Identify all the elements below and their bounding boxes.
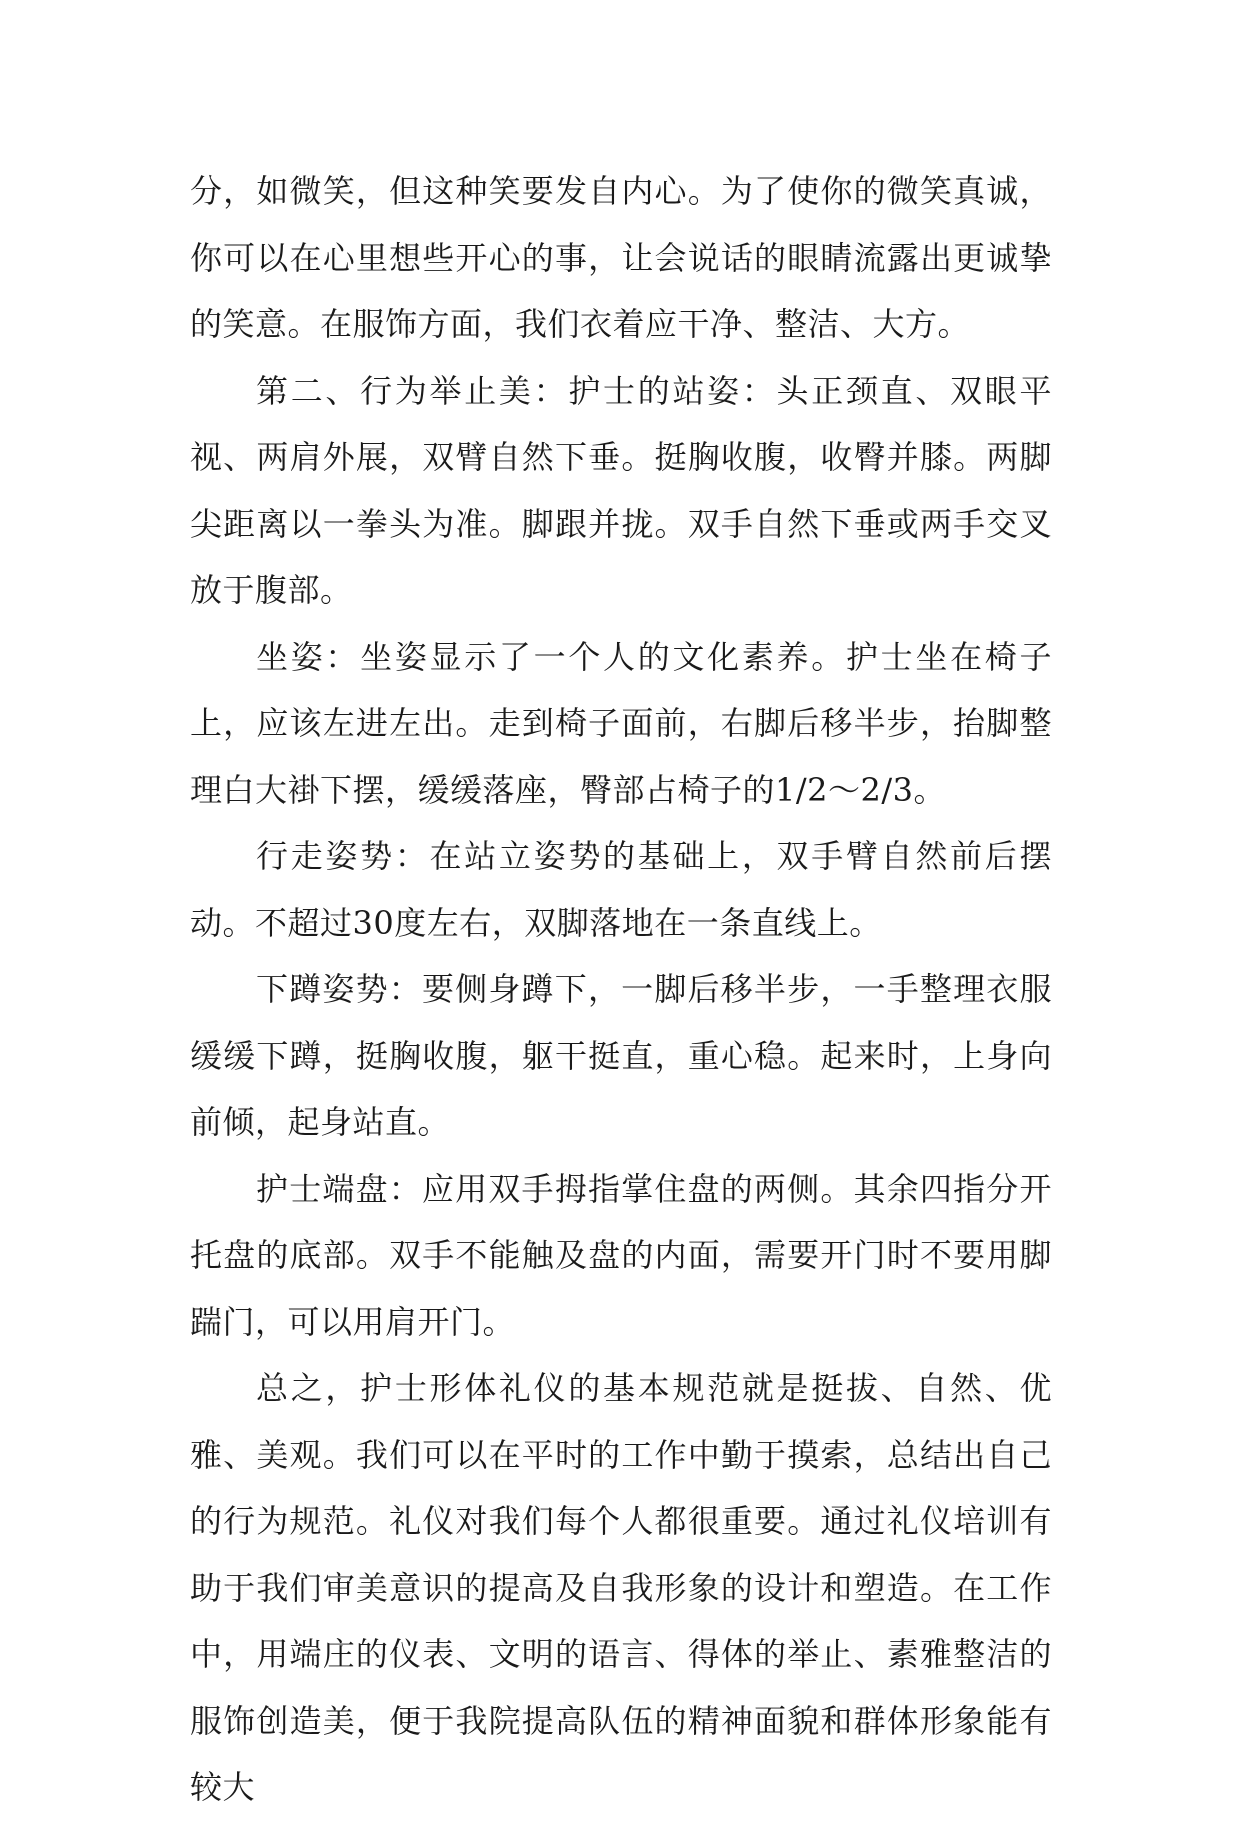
paragraph: 护士端盘：应用双手拇指掌住盘的两侧。其余四指分开托盘的底部。双手不能触及盘的内面，需要开门时不要用脚踹门，可以用肩开门。 [190, 1169, 1052, 1341]
paragraph: 第二、行为举止美：护士的站姿：头正颈直、双眼平视、两肩外展，双臂自然下垂。挺胸收腹，收臀并膝。两脚尖距离以一拳头为准。脚跟并拢。双手自然下垂或两手交叉放于腹部。 [190, 371, 1052, 609]
paragraph: 分，如微笑，但这种笑要发自内心。为了使你的微笑真诚，你可以在心里想些开心的事，让会说话的眼睛流露出更诚挚的笑意。在服饰方面，我们衣着应干净、整洁、大方。 [190, 172, 1052, 343]
paragraph: 下蹲姿势：要侧身蹲下，一脚后移半步，一手整理衣服缓缓下蹲，挺胸收腹，躯干挺直，重心稳。起来时，上身向前倾，起身站直。 [190, 970, 1052, 1141]
paragraph: 坐姿：坐姿显示了一个人的文化素养。护士坐在椅子上，应该左进左出。走到椅子面前，右脚后移半步，抬脚整理白大褂下摆，缓缓落座，臀部占椅子的1/2～2/3。 [190, 637, 1052, 809]
paragraph: 行走姿势：在站立姿势的基础上，双手臂自然前后摆动。不超过30度左右，双脚落地在一条直线上。 [190, 837, 1052, 942]
document-body [190, 158, 1052, 1821]
paragraph: 总之，护士形体礼仪的基本规范就是挺拔、自然、优雅、美观。我们可以在平时的工作中勤于摸索，总结出自己的行为规范。礼仪对我们每个人都很重要。通过礼仪培训有助于我们审美意识的提高及自我形象的设计和塑造。在工作中，用端庄的仪表、文明的语言、得体的举止、素雅整洁的服饰创造美，便于我院提高队伍的精神面貌和群体形象能有较大 [190, 1369, 1052, 1806]
